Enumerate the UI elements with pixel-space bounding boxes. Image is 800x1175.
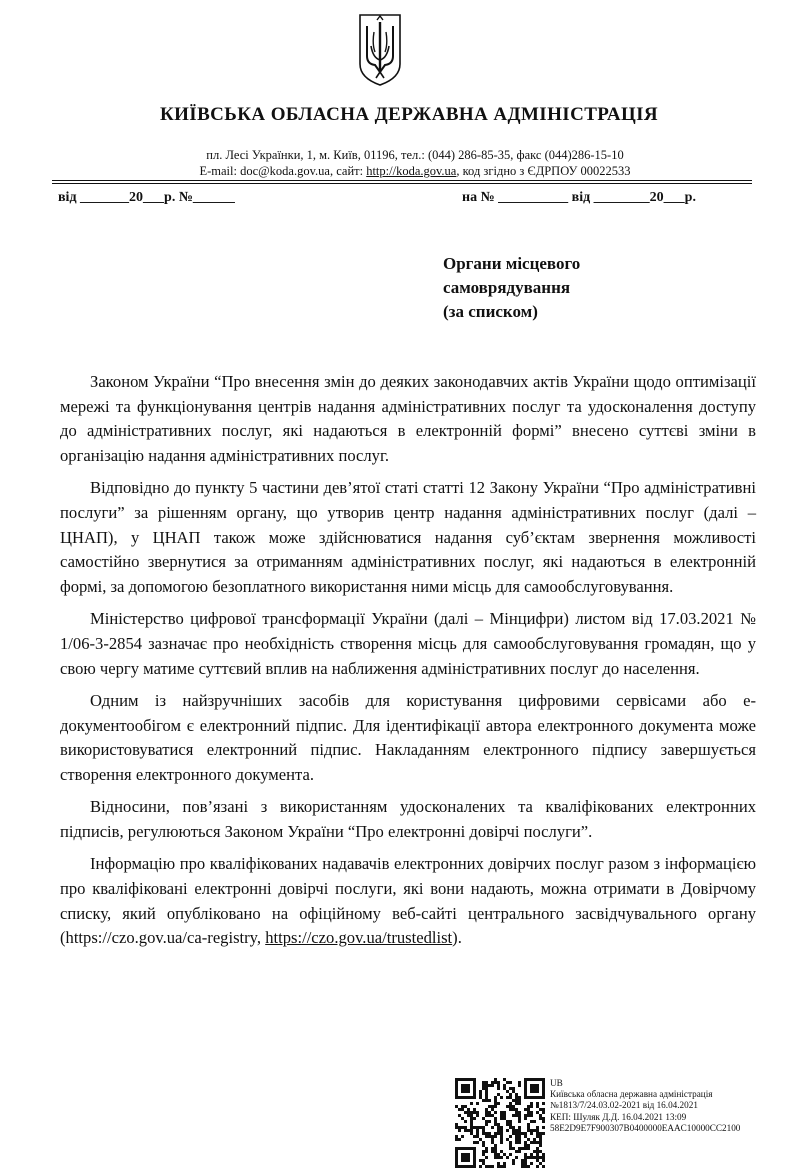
trusted-list-link[interactable]: https://czo.gov.ua/trustedlist [265,928,453,948]
paragraph-end: ). [452,928,462,948]
incoming-reference: на № __________ від ________20___р. [462,190,696,205]
stamp-line: 58E2D9E7F900307B0400000EAAC10000CC2100 [550,1122,741,1133]
registration-stamp [550,1078,800,1134]
stamp-line: Київська обласна державна адміністрація [550,1089,713,1100]
letterhead-divider [52,180,752,181]
coat-of-arms-icon [357,12,403,88]
paragraph: Відповідно до пункту 5 частини дев’ятої статі статті 12 Закону України “Про адміністративні послуги” за рішенням органу, що утворив центр надання адміністративних послуг (далі – ЦНАП), у ЦНАП також може здійснюватися надання суб’єктам звернення можливості самостійно звернутися за отриманням адміністративних послуг, які надаються в електронній формі, за допомогою безоплатного використання ними місць для самообслуговування. [60,478,756,597]
stamp-line: №1813/7/24.03.02-2021 від 16.04.2021 [550,1100,698,1111]
recipient-block [443,252,580,324]
paragraph [60,852,756,951]
paragraph-text: Інформацію про кваліфікованих надавачів електронних довірчих послуг разом з інформацією про кваліфіковані електронні довірчі послуги, які вони надають, можна отримати в Довірчому списку, який опубліковано на офіційному веб-сайті центрального засвідчувального органу (https://czo.gov.ua/ca-registry, [60,854,756,948]
paragraph: Міністерство цифрової трансформації України (далі – Мінцифри) листом від 17.03.2021 № 1/06-3-2854 зазначає про необхідність створення місць для самообслуговування громадян, що у свою чергу матиме суттєвий вплив на наближення адміністративних послуг до населення. [60,609,756,678]
email-text: E-mail: doc@koda.gov.ua, сайт: [199,164,367,178]
edrpou-code: , код згідно з ЄДРПОУ 00022533 [456,164,631,178]
stamp-line: КЕП: Шуляк Д.Д. 16.04.2021 13:09 [550,1111,687,1122]
paragraph: Відносини, пов’язані з використанням удосконалених та кваліфікованих електронних підписів, регулюються Законом України “Про електронні довірчі послуги”. [60,797,756,841]
address-line: пл. Лесі Українки, 1, м. Київ, 01196, тел.: (044) 286-85-35, факс (044)286-15-10 [206,148,624,162]
letterhead-divider-thin [52,183,752,184]
recipient-line: самоврядування [443,278,571,297]
contact-line [30,163,800,179]
letterhead-address [0,147,800,179]
paragraph: Одним із найзручніших засобів для користування цифровими сервісами або е-документообігом є електронний підпис. Для ідентифікації автора електронного документа може використовуватися електронний підпис. Накладанням електронного підпису завершується створення електронного документа. [60,690,756,785]
outgoing-reference: від _______20___р. №______ [58,190,235,205]
letter-body [60,370,756,958]
paragraph: Законом України “Про внесення змін до деяких законодавчих актів України щодо оптимізації мережі та функціонування центрів надання адміністративних послуг та удосконалення доступу до адміністративних послуг, які надаються в електронній формі” внесено суттєві зміни в організацію надання адміністративних послуг. [60,372,756,466]
site-link[interactable]: http://koda.gov.ua [366,164,457,178]
recipient-line: Органи місцевого [443,254,581,273]
stamp-line: UB [550,1078,563,1088]
qr-code-icon [455,1078,545,1168]
recipient-line: (за списком) [443,302,538,321]
organization-name: КИЇВСЬКА ОБЛАСНА ДЕРЖАВНА АДМІНІСТРАЦІЯ [159,104,659,125]
